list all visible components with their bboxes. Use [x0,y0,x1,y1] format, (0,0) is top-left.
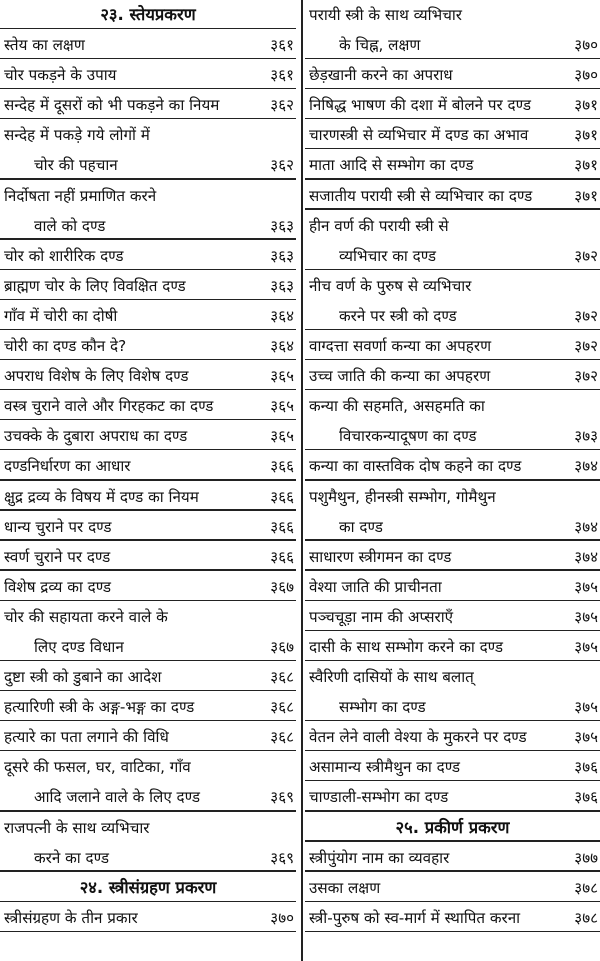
index-entry [305,181,600,211]
page-number: ३६७ [270,637,294,656]
entry-text: उच्च जाति की कन्या का अपहरण [309,367,491,386]
entry-text: दण्डनिर्धारण का आधार [4,457,131,476]
entry-text: चोरी का दण्ड कौन दे? [4,337,127,356]
page-number: ३६५ [270,367,294,386]
entry-text: वाले को दण्ड [34,216,106,235]
page-number: ३७१ [574,186,598,205]
page-number: ३६८ [270,668,294,687]
index-entry [0,60,296,90]
right-column [305,0,600,933]
page-number: ३७५ [574,577,598,596]
page-number: ३७१ [574,126,598,145]
page-number: ३७० [574,36,598,55]
index-entry [305,692,600,722]
index-entry [305,782,600,812]
entry-text: लिए दण्ड विधान [34,637,124,656]
entry-text: माता आदि से सम्भोग का दण्ड [309,156,474,175]
page-number: ३७४ [574,517,598,536]
page-number: ३७६ [574,788,598,807]
entry-text: वेतन लेने वाली वेश्या के मुकरने पर दण्ड [309,728,527,747]
index-entry [0,632,296,662]
section-heading [0,873,296,903]
page-number: ३७२ [574,367,598,386]
page-number: ३६६ [270,547,294,566]
entry-text: सन्देह में पकड़े गये लोगों में [4,126,150,145]
entry-text: छेड़खानी करने का अपराध [309,66,453,85]
page-number: ३६७ [270,577,294,596]
page-number: ३६४ [270,306,294,325]
entry-text: चोर की पहचान [34,156,118,175]
entry-text: चोर पकड़ने के उपाय [4,66,117,85]
index-entry [0,361,296,391]
entry-text: स्त्रीपुंयोग नाम का व्यवहार [309,848,450,867]
entry-text: स्त्रीसंग्रहण के तीन प्रकार [4,908,138,927]
page-number: ३६५ [270,427,294,446]
entry-text: सजातीय परायी स्त्री से व्यभिचार का दण्ड [309,186,533,205]
index-entry [305,60,600,90]
entry-text: सन्देह में दूसरों को भी पकड़ने का नियम [4,96,220,115]
entry-text: दासी के साथ सम्भोग करने का दण्ड [309,637,504,656]
section-heading [0,0,296,30]
entry-text: वस्त्र चुराने वाले और गिरहकट का दण्ड [4,397,214,416]
page-number: ३६५ [270,397,294,416]
page-number: ३६८ [270,698,294,717]
index-entry [305,602,600,632]
entry-text: करने का दण्ड [34,848,109,867]
entry-text: निर्दोषता नहीं प्रमाणित करने [4,186,157,205]
page-number: ३६१ [270,36,294,55]
entry-text: का दण्ड [339,517,383,536]
index-entry [0,692,296,722]
index-entry [0,421,296,451]
entry-text: स्त्री-पुरुष को स्व-मार्ग में स्थापित करना [309,908,521,927]
index-entry [305,120,600,150]
entry-text: दुष्टा स्त्री को डुबाने का आदेश [4,668,162,687]
page-number: ३७५ [574,698,598,717]
section-heading-text: २५. प्रकीर्ण प्रकरण [395,817,510,837]
entry-text: उसका लक्षण [309,878,381,897]
index-entry [305,241,600,271]
index-entry [305,30,600,60]
entry-text: राजपत्नी के साथ व्यभिचार [4,818,150,837]
index-entry [305,722,600,752]
index-entry [305,150,600,180]
page-number: ३७८ [574,908,598,927]
entry-text: विचारकन्यादूषण का दण्ड [339,427,477,446]
page-number: ३७४ [574,547,598,566]
page-number: ३७१ [574,96,598,115]
entry-text: असामान्य स्त्रीमैथुन का दण्ड [309,758,461,777]
index-entry [0,572,296,602]
index-entry [0,301,296,331]
entry-text: सम्भोग का दण्ड [339,698,426,717]
index-entry [0,722,296,752]
page-number: ३७२ [574,337,598,356]
entry-text: दूसरे की फसल, घर, वाटिका, गाँव [4,758,191,777]
left-column [0,0,296,933]
entry-text: धान्य चुराने पर दण्ड [4,517,112,536]
entry-text: स्वैरिणी दासियों के साथ बलात् [309,668,474,687]
index-entry [0,482,296,512]
index-entry [0,120,296,150]
entry-text: आदि जलाने वाले के लिए दण्ड [34,788,200,807]
page-number: ३७६ [574,758,598,777]
index-entry [0,211,296,241]
page-number: ३७३ [574,427,598,446]
page-number: ३७५ [574,637,598,656]
index-entry [0,512,296,542]
index-entry [305,843,600,873]
entry-text: हत्यारिणी स्त्री के अङ्ग-भङ्ग का दण्ड [4,698,195,717]
index-entry [0,782,296,812]
entry-text: ब्राह्मण चोर के लिए विवक्षित दण्ड [4,276,186,295]
entry-text: करने पर स्त्री को दण्ड [339,306,457,325]
page-number: ३६३ [270,216,294,235]
index-entry [0,181,296,211]
index-entry [305,301,600,331]
entry-text: वाग्दत्ता सवर्णा कन्या का अपहरण [309,337,492,356]
index-entry [305,271,600,301]
page-number: ३६४ [270,337,294,356]
entry-text: हीन वर्ण की परायी स्त्री से [309,216,449,235]
section-heading-text: २३. स्तेयप्रकरण [100,5,196,24]
index-entry [305,331,600,361]
index-entry [305,752,600,782]
index-entry [0,542,296,572]
index-entry [305,662,600,692]
index-entry [0,451,296,481]
entry-text: नीच वर्ण के पुरुष से व्यभिचार [309,276,472,295]
entry-text: गाँव में चोरी का दोषी [4,306,118,325]
index-entry [0,903,296,933]
page-number: ३७४ [574,457,598,476]
entry-text: वेश्या जाति की प्राचीनता [309,577,442,596]
entry-text: क्षुद्र द्रव्य के विषय में दण्ड का नियम [4,487,199,506]
entry-text: निषिद्ध भाषण की दशा में बोलने पर दण्ड [309,96,531,115]
page-number: ३७५ [574,728,598,747]
index-entry [305,482,600,512]
index-entry [305,572,600,602]
index-entry [305,542,600,572]
page-number: ३६३ [270,246,294,265]
entry-text: व्यभिचार का दण्ड [339,246,437,265]
entry-text: स्वर्ण चुराने पर दण्ड [4,547,111,566]
page-number: ३६९ [270,788,294,807]
entry-text: उचक्के के दुबारा अपराध का दण्ड [4,427,188,446]
entry-text: स्तेय का लक्षण [4,36,85,55]
entry-text: चाण्डाली-सम्भोग का दण्ड [309,788,449,807]
index-entry [305,451,600,481]
entry-text: विशेष द्रव्य का दण्ड [4,577,112,596]
entry-text: परायी स्त्री के साथ व्यभिचार [309,6,463,24]
page-number: ३७८ [574,878,598,897]
entry-text: अपराध विशेष के लिए विशेष दण्ड [4,367,189,386]
index-entry [0,813,296,843]
entry-text: पशुमैथुन, हीनस्त्री सम्भोग, गोमैथुन [309,487,496,506]
section-heading [305,813,600,843]
page-number: ३६८ [270,728,294,747]
index-entry [305,0,600,30]
index-entry [0,662,296,692]
index-entry [0,752,296,782]
section-heading-text: २४. स्त्रीसंग्रहण प्रकरण [79,877,217,897]
index-entry [0,90,296,120]
page-number: ३६१ [270,66,294,85]
page-number: ३७२ [574,306,598,325]
index-entry [0,30,296,60]
page-number: ३६२ [270,156,294,175]
page-number: ३७१ [574,156,598,175]
index-entry [0,602,296,632]
page-number: ३६६ [270,487,294,506]
entry-text: चारणस्त्री से व्यभिचार में दण्ड का अभाव [309,126,529,145]
index-entry [305,361,600,391]
index-entry [305,512,600,542]
column-divider [301,0,303,961]
page-number: ३७७ [574,848,598,867]
page-number: ३६६ [270,457,294,476]
entry-text: के चिह्न, लक्षण [339,36,421,55]
entry-text: हत्यारे का पता लगाने की विधि [4,728,169,747]
entry-text: चोर को शारीरिक दण्ड [4,246,124,265]
index-entry [0,331,296,361]
index-entry [0,843,296,873]
page-number: ३६२ [270,96,294,115]
index-entry [305,90,600,120]
page-number: ३६३ [270,276,294,295]
page-number: ३७० [270,908,294,927]
entry-text: साधारण स्त्रीगमन का दण्ड [309,547,452,566]
index-entry [305,632,600,662]
entry-text: कन्या का वास्तविक दोष कहने का दण्ड [309,457,522,476]
index-entry [0,241,296,271]
page-number: ३६९ [270,848,294,867]
page-number: ३७२ [574,246,598,265]
index-entry [0,391,296,421]
index-entry [305,873,600,903]
index-entry [305,211,600,241]
entry-text: चोर की सहायता करने वाले के [4,607,168,626]
index-entry [305,391,600,421]
page-number: ३७५ [574,607,598,626]
index-entry [0,271,296,301]
index-entry [305,421,600,451]
page-number: ३६६ [270,517,294,536]
index-entry [305,903,600,933]
page-number: ३७० [574,66,598,85]
entry-text: कन्या की सहमति, असहमति का [309,397,485,416]
entry-text: पञ्चचूड़ा नाम की अप्सराएँ [309,607,454,626]
index-entry [0,150,296,180]
